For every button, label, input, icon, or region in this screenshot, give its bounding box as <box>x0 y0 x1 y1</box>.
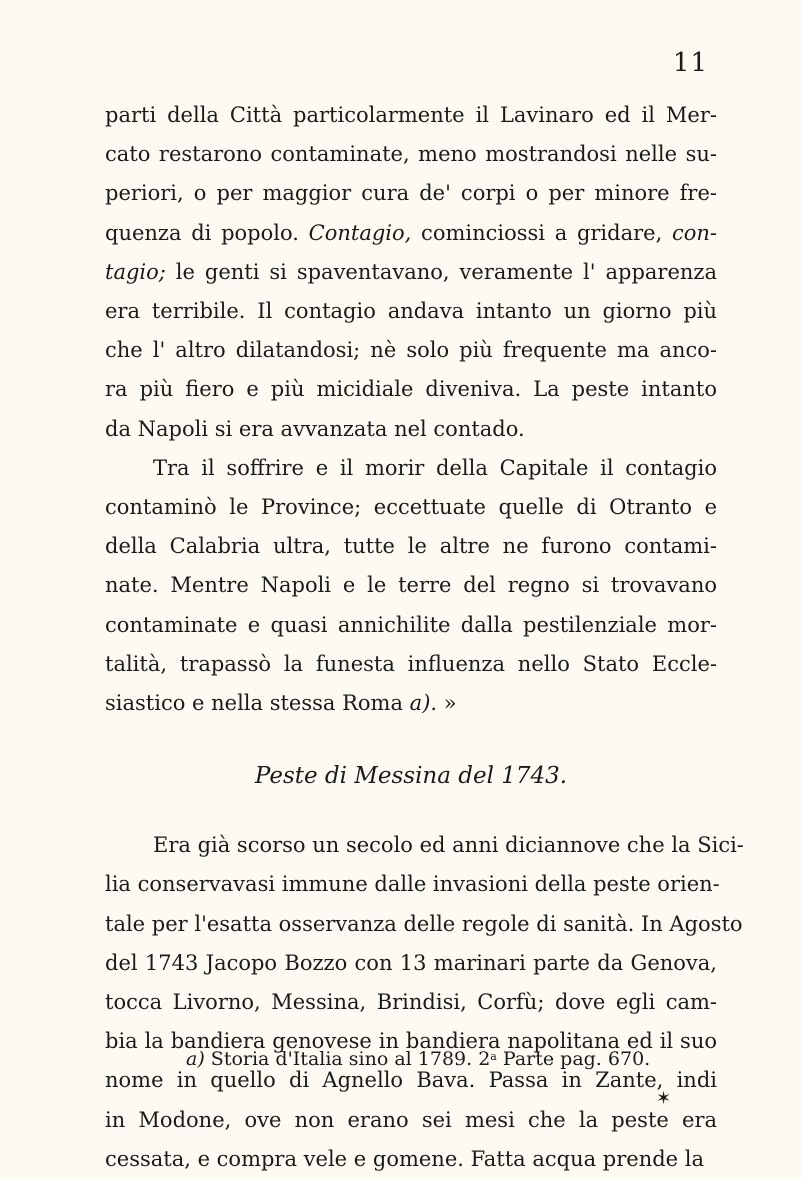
paragraph-1 <box>105 96 717 449</box>
footnote-superscript: a <box>490 1050 497 1063</box>
text-line: del 1743 Jacopo Bozzo con 13 marinari parte da Genova, <box>105 950 717 975</box>
text-line: Era già scorso un secolo ed anni diciannove che la Sici- <box>153 833 744 858</box>
text-line: da Napoli si era avvanzata nel contado. <box>105 416 525 441</box>
text-line: nate. Mentre Napoli e le terre del regno si trovavano <box>105 573 717 598</box>
text-line: tale per l'esatta osservanza delle regole di sanità. In Agosto <box>105 911 743 936</box>
text-line: lia conservavasi immune dalle invasioni della peste orien- <box>105 872 720 897</box>
text-line: in Modone, ove non erano sei mesi che la peste era <box>105 1107 717 1132</box>
text-line: Tra il soffrire e il morir della Capitale il contagio <box>153 455 717 480</box>
text-line: quenza di popolo. Contagio, cominciossi a gridare, con- <box>105 220 717 245</box>
signature-mark: ✶ <box>656 1088 672 1109</box>
text-line: cessata, e compra vele e gomene. Fatta acqua prende la <box>105 1146 705 1171</box>
text-line: che l' altro dilatandosi; nè solo più frequente ma anco- <box>105 338 717 363</box>
text-line: siastico e nella stessa Roma a). » <box>105 691 457 716</box>
text-line: tagio; le genti si spaventavano, veramente l' apparenza <box>105 259 717 284</box>
section-heading: Peste di Messina del 1743. <box>254 763 568 790</box>
text-line: contaminò le Province; eccettuate quelle di Otranto e <box>105 495 717 520</box>
text-line: parti della Città particolarmente il Lavinaro ed il Mer- <box>105 103 717 127</box>
paragraph-2 <box>105 449 717 723</box>
text-line: era terribile. Il contagio andava intanto un giorno più <box>105 299 717 324</box>
text-line: bia la bandiera genovese in bandiera napolitana ed il suo <box>105 1029 717 1054</box>
footnote-marker: a) <box>186 1048 205 1070</box>
text-line: contaminate e quasi annichilite dalla pestilenziale mor- <box>105 612 717 637</box>
text-line: talità, trapassò la funesta influenza nello Stato Eccle- <box>105 651 717 676</box>
text-line: cato restarono contaminate, meno mostrandosi nelle su- <box>105 142 717 167</box>
body-text <box>105 96 744 1179</box>
footnote-text-after: Parte pag. 670. <box>496 1048 651 1070</box>
text-line: della Calabria ultra, tutte le altre ne furono contami- <box>105 534 717 559</box>
page-number: 11 <box>672 48 708 78</box>
text-line: ra più fiero e più micidiale diveniva. La peste intanto <box>105 377 717 402</box>
footnote-text: Storia d'Italia sino al 1789. 2 <box>210 1048 491 1070</box>
footnote <box>186 1048 650 1070</box>
paragraph-3 <box>105 826 744 1179</box>
text-line: nome in quello di Agnello Bava. Passa in Zante, indi <box>105 1068 717 1093</box>
text-line: tocca Livorno, Messina, Brindisi, Corfù; dove egli cam- <box>105 990 717 1015</box>
text-line: periori, o per maggior cura de' corpi o per minore fre- <box>105 181 717 206</box>
